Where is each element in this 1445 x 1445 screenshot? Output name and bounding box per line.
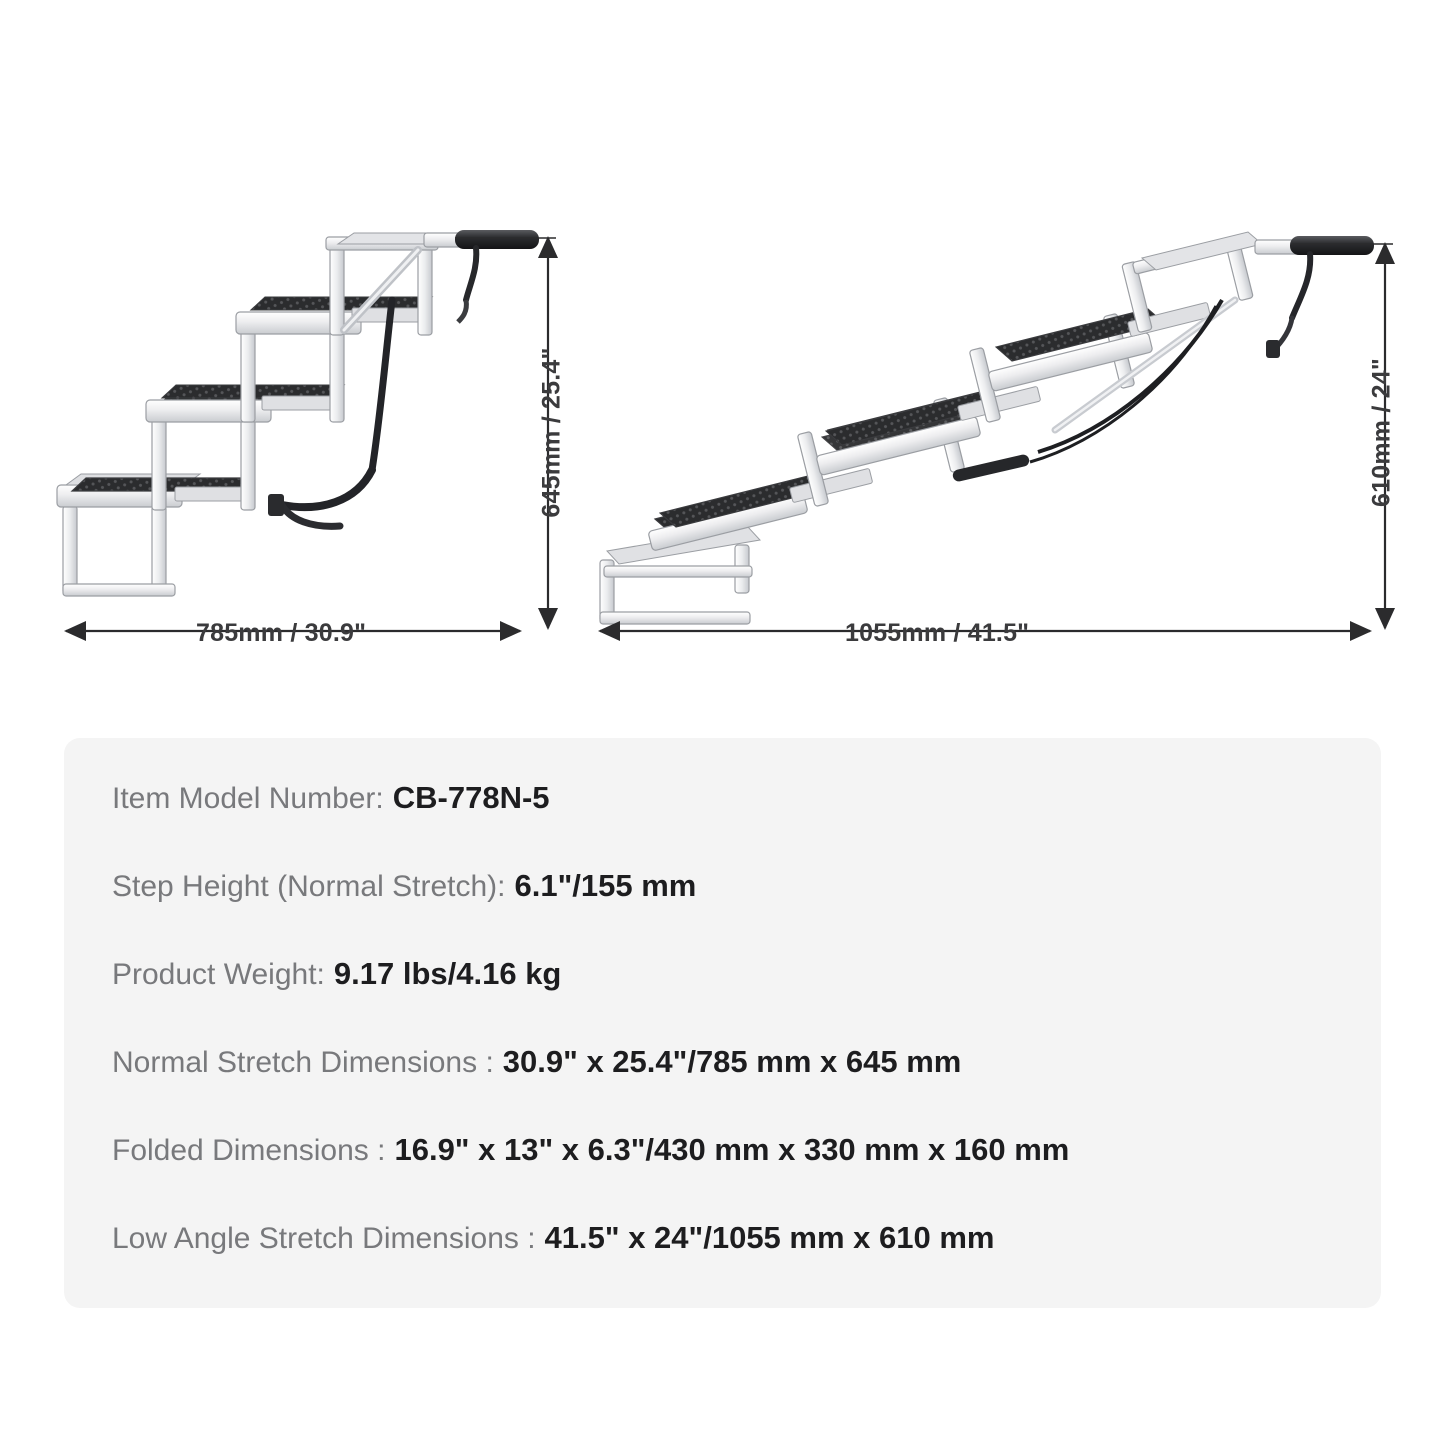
spec-label: Folded Dimensions : [112, 1134, 386, 1167]
spec-row [112, 1044, 1333, 1132]
product-dimension-diagram [0, 0, 1445, 720]
spec-value: 30.9" x 25.4"/785 mm x 645 mm [502, 1044, 962, 1079]
spec-row [112, 1220, 1333, 1308]
spec-label: Step Height (Normal Stretch): [112, 870, 506, 903]
spec-value: 16.9" x 13" x 6.3"/430 mm x 330 mm x 160 mm [394, 1132, 1070, 1167]
left-height-label: 645mm / 25.4" [537, 347, 566, 518]
spec-value: CB-778N-5 [392, 780, 550, 815]
diagram-svg [0, 0, 1445, 720]
right-product-illustration [600, 232, 1374, 624]
right-height-label: 610mm / 24" [1367, 358, 1396, 507]
spec-label: Normal Stretch Dimensions : [112, 1046, 494, 1079]
right-width-label: 1055mm / 41.5" [845, 619, 1030, 647]
spec-value: 9.17 lbs/4.16 kg [333, 956, 562, 991]
spec-value: 41.5" x 24"/1055 mm x 610 mm [544, 1220, 995, 1255]
spec-label: Low Angle Stretch Dimensions : [112, 1222, 536, 1255]
spec-row [112, 780, 1333, 868]
spec-value: 6.1"/155 mm [514, 868, 697, 903]
left-width-label: 785mm / 30.9" [196, 619, 367, 647]
spec-row [112, 956, 1333, 1044]
spec-row [112, 1132, 1333, 1220]
spec-label: Product Weight: [112, 958, 325, 991]
spec-label: Item Model Number: [112, 782, 384, 815]
specification-card [64, 738, 1381, 1308]
left-product-illustration [57, 230, 539, 596]
spec-row [112, 868, 1333, 956]
